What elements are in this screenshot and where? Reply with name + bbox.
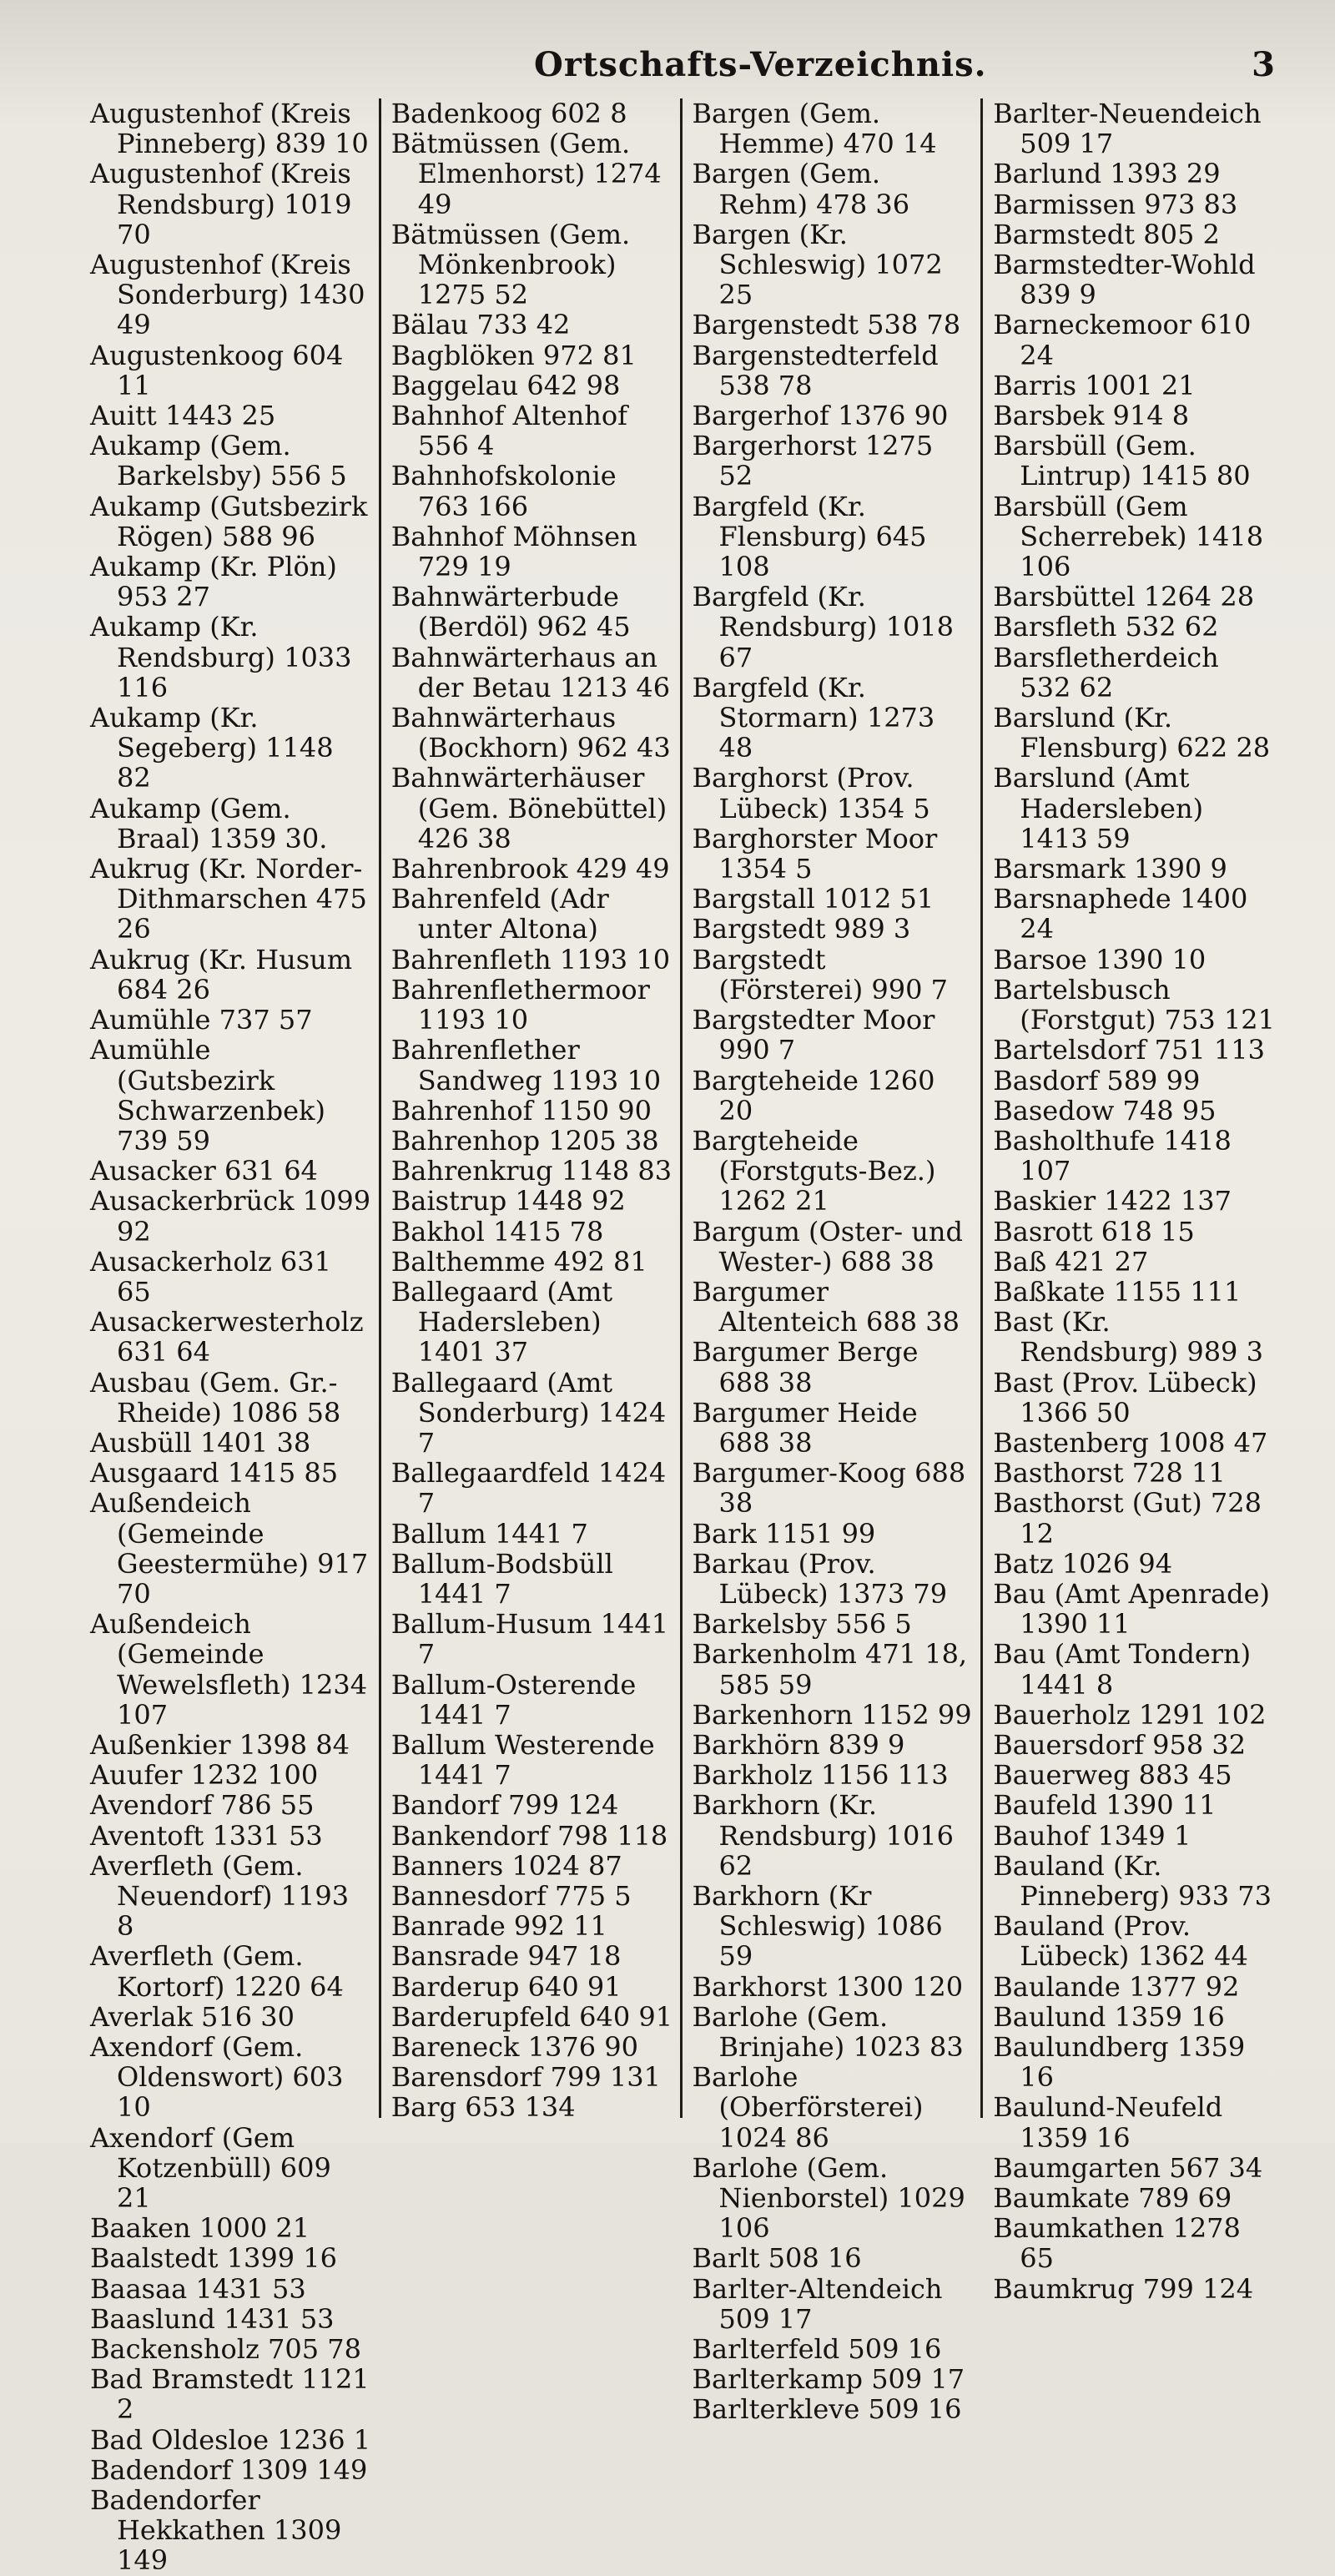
directory-entry: Aukamp (Gem. Barkelsby) 556 5 — [90, 430, 347, 492]
directory-entry: Axendorf (Gem Kotzenbüll) 609 21 — [90, 2121, 331, 2215]
directory-entry: Bad Oldesloe 1236 1 — [90, 2423, 371, 2456]
directory-entry: Backensholz 705 78 — [90, 2333, 361, 2366]
directory-entry: Barlohe (Oberförsterei) 1024 86 — [692, 2061, 924, 2154]
directory-entry: Barlund 1393 29 — [993, 158, 1221, 190]
directory-entry: Axendorf (Gem. Oldenswort) 603 10 — [90, 2031, 344, 2124]
directory-entry: Bahrenfleth 1193 10 — [390, 943, 671, 975]
directory-entry: Bargfeld (Kr. Stormarn) 1273 48 — [692, 671, 935, 764]
directory-entry: Barkelsby 556 5 — [692, 1608, 912, 1641]
directory-entry: Avendorf 786 55 — [90, 1789, 315, 1822]
directory-entry: Bargen (Gem. Hemme) 470 14 — [692, 98, 937, 160]
directory-entry: Bannesdorf 775 5 — [390, 1879, 632, 1912]
directory-entry: Auufer 1232 100 — [90, 1759, 319, 1792]
directory-entry: Bargerhof 1376 90 — [692, 400, 949, 432]
directory-entry: Ballegaardfeld 1424 7 — [390, 1457, 667, 1520]
directory-entry: Bargumer Berge 688 38 — [692, 1336, 919, 1399]
directory-entry: Aukrug (Kr. Norder-Dithmarschen 475 26 — [90, 853, 367, 945]
page-number: 3 — [1252, 45, 1275, 84]
directory-entry: Bark 1151 99 — [692, 1517, 876, 1550]
directory-entry: Bakhol 1415 78 — [390, 1215, 604, 1248]
directory-entry: Barlterkamp 509 17 — [692, 2363, 965, 2396]
directory-entry: Aumühle 737 57 — [90, 1004, 313, 1036]
directory-entry: Bahrenfeld (Adr unter Altona) — [390, 883, 609, 945]
directory-entry: Auitt 1443 25 — [90, 400, 276, 432]
directory-entry: Bandorf 799 124 — [390, 1789, 619, 1822]
directory-entry: Bargteheide 1260 20 — [692, 1064, 935, 1127]
directory-entry: Baalstedt 1399 16 — [90, 2242, 337, 2275]
directory-entry: Basholthufe 1418 107 — [993, 1124, 1232, 1187]
directory-entry: Bahnwärterhäuser (Gem. Bönebüttel) 426 38 — [390, 762, 668, 854]
directory-entry: Ballum-Bodsbüll 1441 7 — [390, 1547, 613, 1610]
directory-entry: Basrott 618 15 — [993, 1215, 1195, 1248]
directory-entry: Barlohe (Gem. Nienborstel) 1029 106 — [692, 2151, 965, 2245]
directory-entry: Barsnaphede 1400 24 — [993, 883, 1248, 945]
directory-entry: Baulande 1377 92 — [993, 1970, 1240, 2003]
directory-entry: Ausgaard 1415 85 — [90, 1457, 339, 1490]
directory-entry: Bartelsbusch (Forstgut) 753 121 — [993, 973, 1275, 1036]
directory-entry: Bast (Prov. Lübeck) 1366 50 — [993, 1366, 1257, 1429]
directory-entry: Bahnwärterhaus an der Betau 1213 46 — [390, 641, 671, 703]
directory-entry: Barghorst (Prov. Lübeck) 1354 5 — [692, 762, 930, 824]
directory-entry: Bartelsdorf 751 113 — [993, 1034, 1265, 1066]
directory-entry: Barsmark 1390 9 — [993, 853, 1227, 885]
directory-entry: Bahnwärterbude (Berdöl) 962 45 — [390, 581, 631, 643]
directory-entry: Barderup 640 91 — [390, 1970, 622, 2003]
directory-entry: Baumkathen 1278 65 — [993, 2212, 1241, 2275]
directory-entry: Aukamp (Kr. Rendsburg) 1033 116 — [90, 611, 352, 703]
directory-entry: Barkhorn (Kr Schleswig) 1086 59 — [692, 1879, 943, 1973]
directory-entry: Barkau (Prov. Lübeck) 1373 79 — [692, 1547, 948, 1610]
directory-entry: Bargen (Kr. Schleswig) 1072 25 — [692, 218, 943, 311]
directory-entry: Bätmüssen (Gem. Elmenhorst) 1274 49 — [390, 128, 662, 220]
entry-columns — [80, 98, 1282, 2576]
directory-entry: Barlterkleve 509 16 — [692, 2393, 962, 2426]
directory-entry: Basedow 748 95 — [993, 1094, 1217, 1127]
directory-entry: Aumühle (Gutsbezirk Schwarzenbek) 739 59 — [90, 1034, 325, 1157]
directory-entry: Barsbüttel 1264 28 — [993, 581, 1255, 613]
directory-entry: Banners 1024 87 — [390, 1849, 622, 1882]
directory-entry: Barg 653 134 — [390, 2091, 576, 2124]
directory-entry: Bagblöken 972 81 — [390, 339, 637, 371]
directory-entry: Ausackerbrück 1099 92 — [90, 1185, 371, 1248]
directory-entry: Barlter-Altendeich 509 17 — [692, 2272, 943, 2335]
directory-entry: Aukamp (Gutsbezirk Rögen) 588 96 — [90, 490, 368, 552]
directory-entry: Augustenkoog 604 11 — [90, 339, 344, 401]
directory-entry: Ballum-Husum 1441 7 — [390, 1608, 669, 1671]
directory-entry: Bahrenbrook 429 49 — [390, 853, 670, 885]
directory-entry: Balthemme 492 81 — [390, 1245, 647, 1278]
directory-entry: Barkhorn (Kr. Rendsburg) 1016 62 — [692, 1789, 955, 1882]
directory-entry: Badenkoog 602 8 — [390, 98, 627, 129]
directory-entry: Barlter-Neuendeich 509 17 — [993, 98, 1262, 160]
directory-entry: Bahrenflether Sandweg 1193 10 — [390, 1034, 662, 1096]
directory-entry: Barlt 508 16 — [692, 2242, 862, 2275]
directory-entry: Aukamp (Kr. Plön) 953 27 — [90, 551, 337, 613]
directory-entry: Bahnhofskolonie 763 166 — [390, 460, 617, 522]
directory-entry: Bauerweg 883 45 — [993, 1759, 1232, 1792]
directory-entry: Bargumer Heide 688 38 — [692, 1396, 918, 1459]
directory-entry: Ausbüll 1401 38 — [90, 1426, 311, 1459]
directory-entry: Bahrenhop 1205 38 — [390, 1124, 659, 1157]
directory-entry: Bargumer Altenteich 688 38 — [692, 1275, 960, 1338]
directory-entry: Ballum-Osterende 1441 7 — [390, 1668, 637, 1731]
directory-entry: Ausackerholz 631 65 — [90, 1245, 331, 1308]
directory-entry: Bargumer-Koog 688 38 — [692, 1457, 966, 1520]
directory-entry: Ballum Westerende 1441 7 — [390, 1728, 655, 1792]
directory-entry: Baulundberg 1359 16 — [993, 2031, 1246, 2094]
directory-entry: Augustenhof (Kreis Pinneberg) 839 10 — [90, 98, 369, 160]
directory-entry: Barsfletherdeich 532 62 — [993, 641, 1219, 703]
directory-entry: Baskier 1422 137 — [993, 1185, 1232, 1217]
directory-entry: Barmstedter-Wohld 839 9 — [993, 249, 1256, 311]
directory-entry: Bargstedt 989 3 — [692, 913, 911, 945]
directory-entry: Baßkate 1155 111 — [993, 1275, 1242, 1308]
directory-entry: Außenkier 1398 84 — [90, 1728, 350, 1761]
directory-entry: Basthorst (Gut) 728 12 — [993, 1487, 1262, 1550]
directory-entry: Bargfeld (Kr. Flensburg) 645 108 — [692, 490, 927, 583]
directory-entry: Barderupfeld 640 91 — [390, 2000, 673, 2033]
directory-entry: Bargstedter Moor 990 7 — [692, 1004, 935, 1066]
directory-entry: Bauland (Prov. Lübeck) 1362 44 — [993, 1910, 1248, 1973]
directory-entry: Bast (Kr. Rendsburg) 989 3 — [993, 1306, 1263, 1369]
directory-entry: Barmissen 973 83 — [993, 188, 1238, 220]
directory-entry: Baumkrug 799 124 — [993, 2272, 1254, 2305]
directory-entry: Bau (Amt Tondern) 1441 8 — [993, 1638, 1252, 1701]
directory-entry: Bahnhof Möhnsen 729 19 — [390, 520, 637, 583]
directory-entry: Baulund-Neufeld 1359 16 — [993, 2091, 1223, 2154]
directory-entry: Außendeich (Gemeinde Geestermühe) 917 70 — [90, 1487, 369, 1610]
directory-entry: Bahnwärterhaus (Bockhorn) 962 43 — [390, 702, 671, 764]
directory-entry: Bargstedt (Försterei) 990 7 — [692, 943, 948, 1006]
directory-entry: Ballegaard (Amt Sonderburg) 1424 7 — [390, 1366, 667, 1459]
directory-entry: Barensdorf 799 131 — [390, 2061, 661, 2094]
directory-entry: Bastenberg 1008 47 — [993, 1426, 1268, 1459]
directory-entry: Averfleth (Gem. Kortorf) 1220 64 — [90, 1940, 344, 2003]
directory-entry: Ausacker 631 64 — [90, 1155, 318, 1187]
directory-entry: Ausackerwesterholz 631 64 — [90, 1306, 364, 1369]
page-header — [0, 40, 1335, 90]
directory-entry: Bargenstedt 538 78 — [692, 309, 961, 341]
directory-entry: Baß 421 27 — [993, 1245, 1149, 1278]
directory-entry: Barkhörn 839 9 — [692, 1728, 905, 1761]
directory-entry: Barsbüll (Gem Scherrebek) 1418 106 — [993, 490, 1264, 583]
directory-entry: Barsoe 1390 10 — [993, 943, 1207, 975]
column-3 — [680, 98, 981, 2426]
directory-entry: Bargenstedterfeld 538 78 — [692, 339, 939, 401]
directory-entry: Bauersdorf 958 32 — [993, 1728, 1247, 1761]
directory-entry: Bauhof 1349 1 — [993, 1819, 1191, 1852]
directory-entry: Bargstall 1012 51 — [692, 883, 934, 915]
directory-entry: Bansrade 947 18 — [390, 1940, 622, 1973]
directory-entry: Barneckemoor 610 24 — [993, 309, 1252, 371]
directory-entry: Badendorfer Hekkathen 1309 149 — [90, 2484, 342, 2576]
directory-entry: Bätmüssen (Gem. Mönkenbrook) 1275 52 — [390, 218, 631, 311]
directory-entry: Barkholz 1156 113 — [692, 1759, 949, 1792]
directory-entry: Bälau 733 42 — [390, 309, 571, 341]
directory-entry: Aukamp (Gem. Braal) 1359 30. — [90, 792, 328, 854]
directory-entry: Aukrug (Kr. Husum 684 26 — [90, 943, 353, 1006]
directory-entry: Ballegaard (Amt Hadersleben) 1401 37 — [390, 1275, 613, 1369]
directory-entry: Bargerhorst 1275 52 — [692, 430, 934, 492]
directory-entry: Bauland (Kr. Pinneberg) 933 73 — [993, 1849, 1272, 1912]
directory-entry: Banrade 992 11 — [390, 1910, 607, 1943]
directory-entry: Baufeld 1390 11 — [993, 1789, 1217, 1822]
directory-entry: Baistrup 1448 92 — [390, 1185, 626, 1217]
directory-entry: Bargfeld (Kr. Rendsburg) 1018 67 — [692, 581, 955, 673]
directory-entry: Bahrenflethermoor 1193 10 — [390, 973, 650, 1036]
directory-entry: Augustenhof (Kreis Rendsburg) 1019 70 — [90, 158, 352, 250]
directory-entry: Bahrenhof 1150 90 — [390, 1094, 652, 1127]
directory-entry: Bargteheide (Forstguts-Bez.) 1262 21 — [692, 1124, 936, 1217]
directory-entry: Aventoft 1331 53 — [90, 1819, 323, 1852]
directory-entry: Ballum 1441 7 — [390, 1517, 588, 1550]
column-4 — [980, 98, 1282, 2305]
directory-entry: Baulund 1359 16 — [993, 2000, 1225, 2033]
directory-entry: Barkenholm 471 18, 585 59 — [692, 1638, 968, 1701]
directory-entry: Averlak 516 30 — [90, 2000, 295, 2033]
directory-entry: Bahrenkrug 1148 83 — [390, 1155, 673, 1187]
directory-entry: Bargum (Oster- und Wester-) 688 38 — [692, 1215, 963, 1278]
directory-entry: Barlterfeld 509 16 — [692, 2333, 942, 2366]
directory-entry: Baggelau 642 98 — [390, 369, 621, 401]
directory-entry: Bahnhof Altenhof 556 4 — [390, 400, 627, 462]
directory-entry: Barkhorst 1300 120 — [692, 1970, 964, 2003]
directory-entry: Barkenhorn 1152 99 — [692, 1698, 972, 1731]
directory-entry: Baumgarten 567 34 — [993, 2151, 1263, 2184]
directory-entry: Baumkate 789 69 — [993, 2182, 1232, 2215]
directory-entry: Baaken 1000 21 — [90, 2212, 310, 2245]
directory-entry: Außendeich (Gemeinde Wewelsfleth) 1234 107 — [90, 1608, 368, 1731]
directory-entry: Bankendorf 798 118 — [390, 1819, 668, 1852]
directory-entry: Baasaa 1431 53 — [90, 2272, 306, 2305]
column-1 — [80, 98, 379, 2576]
directory-entry: Bauerholz 1291 102 — [993, 1698, 1267, 1731]
directory-entry: Barsbüll (Gem. Lintrup) 1415 80 — [993, 430, 1251, 492]
directory-entry: Barmstedt 805 2 — [993, 218, 1220, 250]
directory-entry: Badendorf 1309 149 — [90, 2453, 368, 2486]
directory-entry: Barsfleth 532 62 — [993, 611, 1219, 643]
directory-entry: Barslund (Kr. Flensburg) 622 28 — [993, 702, 1271, 764]
directory-entry: Barghorster Moor 1354 5 — [692, 822, 938, 885]
column-2 — [379, 98, 680, 2124]
directory-entry: Bareneck 1376 90 — [390, 2031, 638, 2063]
directory-entry: Barsbek 914 8 — [993, 400, 1190, 432]
directory-entry: Barslund (Amt Hadersleben) 1413 59 — [993, 762, 1204, 854]
directory-entry: Bargen (Gem. Rehm) 478 36 — [692, 158, 910, 220]
directory-entry: Basthorst 728 11 — [993, 1457, 1226, 1490]
directory-entry: Baaslund 1431 53 — [90, 2302, 335, 2335]
directory-entry: Bad Bramstedt 1121 2 — [90, 2363, 370, 2426]
directory-entry: Barris 1001 21 — [993, 369, 1196, 401]
directory-entry: Aukamp (Kr. Segeberg) 1148 82 — [90, 702, 334, 794]
directory-entry: Batz 1026 94 — [993, 1547, 1173, 1580]
directory-entry: Barlohe (Gem. Brinjahe) 1023 83 — [692, 2000, 964, 2063]
directory-entry: Averfleth (Gem. Neuendorf) 1193 8 — [90, 1849, 350, 1943]
directory-entry: Bau (Amt Apenrade) 1390 11 — [993, 1577, 1271, 1641]
directory-entry: Augustenhof (Kreis Sonderburg) 1430 49 — [90, 249, 365, 341]
directory-entry: Basdorf 589 99 — [993, 1064, 1201, 1096]
page-title: Ortschafts-Verzeichnis. — [534, 45, 987, 84]
directory-entry: Ausbau (Gem. Gr.-Rheide) 1086 58 — [90, 1366, 341, 1429]
